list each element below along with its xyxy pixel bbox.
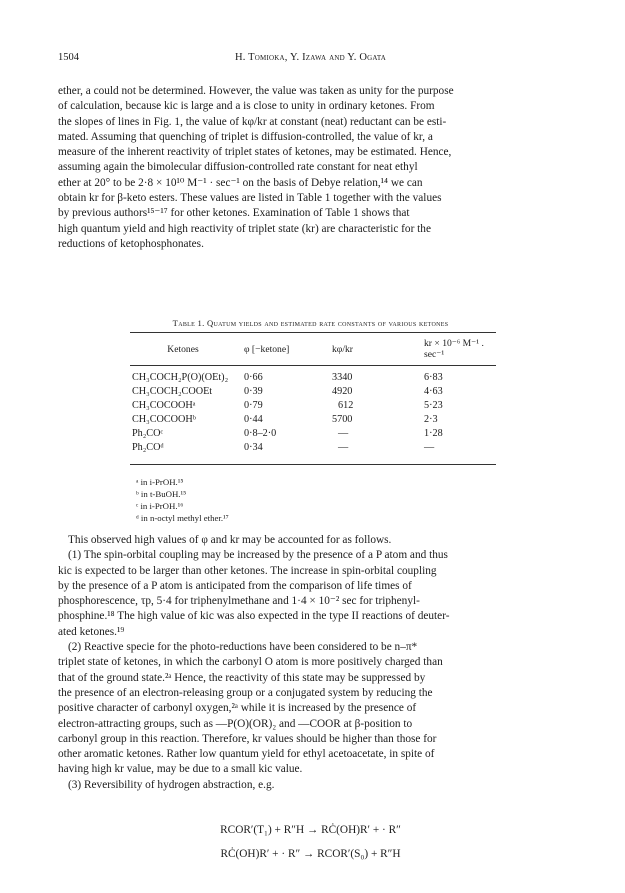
text-line: ated ketones.¹⁹: [58, 625, 125, 638]
cell-kphi-kr: 3340: [332, 372, 353, 383]
cell-ketone: CH₃COCH₂COOEt: [132, 386, 213, 397]
text-line: mated. Assuming that quenching of triplet is diffusion-controlled, the value of kr, a: [58, 130, 433, 143]
cell-phi: 0·34: [236, 441, 330, 465]
footnote: ᵈ in n-octyl methyl ether.¹⁷: [136, 513, 229, 523]
cell-kr: 4·63: [424, 386, 443, 397]
table-row: [130, 441, 496, 465]
table-row: [130, 413, 496, 427]
table-row: [130, 366, 496, 386]
text-line: carbonyl group in this reaction. Therefore, kr values should be higher than those for: [58, 732, 437, 745]
footnote: ᵃ in i-PrOH.¹⁵: [136, 477, 184, 487]
cell-ketone: Ph₂COᵈ: [130, 441, 236, 465]
text-line: positive character of carbonyl oxygen,²ᵃ while it is increased by the presence of: [58, 702, 417, 715]
text-line: triplet state of ketones, in which the carbonyl O atom is more positively charged than: [58, 656, 443, 669]
text-line: phosphine.¹⁸ The high value of kic was also expected in the type II reactions of deuter-: [58, 610, 450, 623]
cell-kphi-kr: —: [338, 428, 349, 439]
cell-ketone: CH₃COCOOHᵇ: [132, 414, 196, 425]
cell-phi: 0·44: [244, 414, 263, 425]
table-row: [130, 399, 496, 413]
table-footnotes: [130, 476, 229, 524]
cell-kr: 5·23: [424, 400, 443, 411]
text-line: the presence of an electron-releasing group or a conjugated system by reducing the: [58, 686, 433, 699]
text-line: This observed high values of φ and kr may be accounted for as follows.: [68, 534, 392, 546]
text-line: ether at 20° to be 2·8 × 10¹⁰ M⁻¹ · sec⁻¹ on the basis of Debye relation,¹⁴ we can: [58, 176, 423, 189]
cell-kphi-kr: 612: [338, 400, 354, 411]
running-head-authors: H. Tomioka, Y. Izawa and Y. Ogata: [234, 52, 387, 63]
cell-phi: 0·39: [244, 386, 263, 397]
paragraph-discussion-kr: [58, 84, 563, 252]
cell-phi: 0·66: [244, 372, 263, 383]
ketone-table: [130, 332, 496, 465]
text-line: high quantum yield and high reactivity of triplet state (kr) are characteristic for the: [58, 222, 431, 235]
text-line: other aromatic ketones. Rather low quantum yield for ethyl acetoacetate, in spite of: [58, 748, 435, 761]
cell-phi: 0·8–2·0: [244, 428, 277, 439]
text-line: kic is expected to be larger than other ketones. The increase in spin-orbital coupling: [58, 564, 437, 577]
text-line: (1) The spin-orbital coupling may be increased by the presence of a P atom and thus: [68, 549, 448, 562]
cell-kphi-kr: 5700: [332, 414, 353, 425]
cell-kr: —: [418, 441, 496, 465]
text-line: ether, a could not be determined. However, the value was taken as unity for the purpose: [58, 85, 454, 97]
cell-kr: 2·3: [424, 414, 438, 425]
table-caption: Table 1. Quatum yields and estimated rate constants of various ketones: [172, 318, 449, 328]
cell-kphi-kr: 4920: [332, 386, 353, 397]
cell-kr: 6·83: [424, 372, 443, 383]
table-header-row: [130, 333, 496, 366]
text-line: the slopes of lines in Fig. 1, the value of kφ/kr at constant (neat) reductant can be esti-: [58, 115, 447, 128]
col-header-kr: kr × 10⁻⁶ M⁻¹ . sec⁻¹: [418, 333, 496, 366]
cell-phi: 0·79: [244, 400, 263, 411]
text-line: (2) Reactive specie for the photo-reductions have been considered to be n–π*: [68, 641, 418, 654]
table-1: [130, 332, 496, 465]
text-line: phosphorescence, τp, 5·4 for triphenylmethane and 1·4 × 10⁻² sec for triphenyl-: [58, 595, 420, 608]
equation-2: RĊ(OH)R′ + · R″ → RCOR′(S₀) + R″H: [220, 848, 401, 860]
text-line: having high kr value, may be due to a small kic value.: [58, 763, 303, 776]
page-number: 1504: [58, 52, 79, 63]
text-line: by previous authors¹⁵⁻¹⁷ for other ketones. Examination of Table 1 shows that: [58, 207, 410, 220]
running-header: [58, 52, 563, 66]
cell-ketone: CH₃COCH₂P(O)(OEt)₂: [132, 372, 229, 383]
footnote: ᶜ in i-PrOH.¹⁶: [136, 501, 184, 511]
equation-1: RCOR′(T₁) + R″H → RĊ(OH)R′ + · R″: [220, 824, 401, 836]
text-line: of calculation, because kic is large and a is close to unity in ordinary ketones. From: [58, 100, 435, 113]
col-header-kphi-kr: kφ/kr: [330, 333, 418, 366]
cell-ketone: CH₃COCOOHᵃ: [132, 400, 196, 411]
footnote: ᵇ in t-BuOH.¹⁵: [136, 489, 187, 499]
paragraph-explanations: [58, 533, 563, 793]
cell-kphi-kr: —: [330, 441, 418, 465]
text-line: electron-attracting groups, such as —P(O)(OR)₂ and —COOR at β-position to: [58, 717, 413, 730]
table-row: [130, 427, 496, 441]
col-header-phi: φ [−ketone]: [236, 333, 330, 366]
text-line: by the presence of a P atom is anticipated from the comparison of life times of: [58, 579, 412, 592]
cell-kr: 1·28: [424, 428, 443, 439]
col-header-ketones: Ketones: [130, 333, 236, 366]
table-row: [130, 385, 496, 399]
text-line: assuming again the bimolecular diffusion-controlled rate constant for neat ethyl: [58, 161, 418, 174]
text-line: obtain kr for β-keto esters. These values are listed in Table 1 together with the values: [58, 192, 442, 205]
text-line: measure of the inherent reactivity of triplet states of ketones, may be estimated. Hence,: [58, 146, 452, 159]
text-line: that of the ground state.²ᵃ Hence, the reactivity of this state may be suppressed by: [58, 671, 426, 684]
text-line: reductions of ketophosphonates.: [58, 237, 204, 250]
text-line: (3) Reversibility of hydrogen abstraction, e.g.: [68, 778, 275, 791]
cell-ketone: Ph₂COᶜ: [132, 428, 164, 439]
